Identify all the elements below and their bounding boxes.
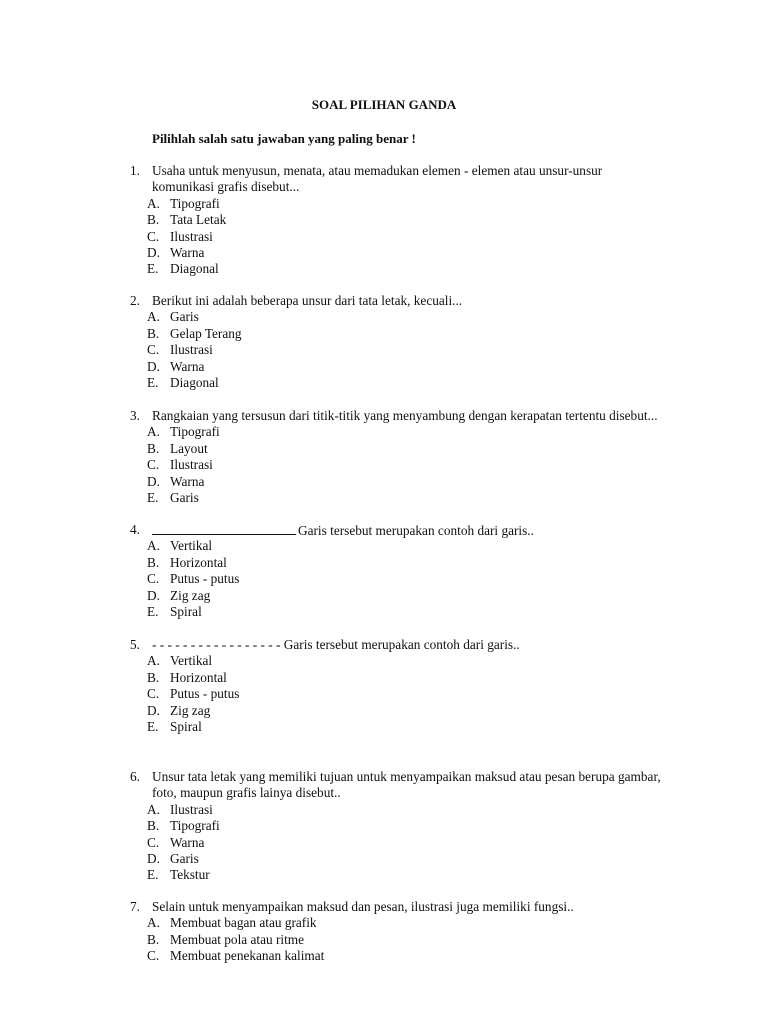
option-b: [0, 555, 768, 571]
question-text: Berikut ini adalah beberapa unsur dari tata letak, kecuali...: [152, 293, 463, 308]
question-6: [0, 769, 768, 884]
option-letter: C.: [147, 228, 160, 244]
option-text: Putus - putus: [170, 686, 240, 702]
option-d: [0, 703, 768, 719]
question-text: Rangkaian yang tersusun dari titik-titik yang menyambung dengan kerapatan tertentu disebut...: [152, 408, 658, 423]
option-b: [0, 818, 768, 834]
option-text: Garis: [170, 309, 199, 325]
question-text: Unsur tata letak yang memiliki tujuan untuk menyampaikan maksud atau pesan berupa gambar,: [152, 769, 661, 784]
option-b: [0, 326, 768, 342]
option-letter: E.: [147, 261, 159, 277]
page-title: SOAL PILIHAN GANDA: [311, 97, 457, 112]
option-letter: A.: [147, 653, 160, 669]
option-letter: D.: [147, 244, 160, 260]
option-e: [0, 604, 768, 620]
question-text: - - - - - - - - - - - - - - - - - Garis tersebut merupakan contoh dari garis..: [152, 637, 520, 652]
option-letter: D.: [147, 702, 160, 718]
option-text: Gelap Terang: [170, 325, 242, 341]
option-e: [0, 867, 768, 883]
option-e: [0, 261, 768, 277]
option-letter: A.: [147, 309, 160, 325]
option-text: Warna: [170, 358, 205, 374]
option-letter: E.: [147, 374, 159, 390]
option-d: [0, 588, 768, 604]
option-text: Warna: [170, 834, 205, 850]
option-letter: E.: [147, 489, 159, 505]
option-text: Horizontal: [170, 554, 227, 570]
option-letter: B.: [147, 440, 160, 456]
option-b: [0, 932, 768, 948]
question-2: [0, 293, 768, 391]
option-text: Horizontal: [170, 669, 227, 685]
question-3: [0, 408, 768, 506]
question-number: 5.: [130, 637, 140, 652]
question-text: Usaha untuk menyusun, menata, atau memadukan elemen - elemen atau unsur-unsur: [152, 163, 603, 178]
question-4: [0, 522, 768, 620]
option-letter: D.: [147, 850, 160, 866]
option-letter: C.: [147, 571, 160, 587]
option-text: Diagonal: [170, 374, 219, 390]
option-text: Tipografi: [170, 818, 220, 834]
option-letter: E.: [147, 603, 159, 619]
option-letter: D.: [147, 587, 160, 603]
option-d: [0, 245, 768, 261]
option-letter: C.: [147, 948, 160, 964]
option-text: Membuat pola atau ritme: [170, 931, 305, 947]
option-letter: A.: [147, 424, 160, 440]
option-text: Vertikal: [170, 653, 213, 669]
option-text: Garis: [170, 850, 199, 866]
option-text: Spiral: [170, 718, 202, 734]
answer-blank-line: [152, 522, 296, 535]
option-a: [0, 653, 768, 669]
question-5: [0, 637, 768, 735]
question-number: 3.: [130, 408, 140, 423]
option-letter: C.: [147, 686, 160, 702]
option-a: [0, 196, 768, 212]
question-number: 2.: [130, 293, 140, 308]
option-d: [0, 474, 768, 490]
option-d: [0, 851, 768, 867]
option-text: Tekstur: [170, 867, 210, 883]
question-text-continued: komunikasi grafis disebut...: [152, 179, 300, 195]
option-letter: D.: [147, 358, 160, 374]
question-number: 4.: [130, 522, 140, 537]
question-number: 6.: [130, 769, 140, 784]
option-letter: C.: [147, 457, 160, 473]
option-a: [0, 915, 768, 931]
option-text: Membuat penekanan kalimat: [170, 948, 325, 964]
option-c: [0, 342, 768, 358]
instruction-text: Pilihlah salah satu jawaban yang paling benar !: [152, 131, 416, 146]
option-text: Warna: [170, 244, 205, 260]
option-text: Vertikal: [170, 538, 213, 554]
option-text: Membuat bagan atau grafik: [170, 915, 317, 931]
option-e: [0, 719, 768, 735]
option-text: Zig zag: [170, 702, 211, 718]
option-b: [0, 670, 768, 686]
option-letter: B.: [147, 931, 160, 947]
question-number: 7.: [130, 899, 140, 914]
option-b: [0, 441, 768, 457]
option-letter: C.: [147, 834, 160, 850]
option-letter: B.: [147, 325, 160, 341]
option-letter: A.: [147, 538, 160, 554]
option-text: Tipografi: [170, 424, 220, 440]
option-letter: D.: [147, 473, 160, 489]
option-text: Ilustrasi: [170, 801, 213, 817]
option-c: [0, 835, 768, 851]
option-c: [0, 571, 768, 587]
option-text: Garis: [170, 489, 199, 505]
option-letter: A.: [147, 915, 160, 931]
option-letter: A.: [147, 195, 160, 211]
question-1: [0, 163, 768, 278]
option-letter: B.: [147, 669, 160, 685]
option-text: Ilustrasi: [170, 457, 213, 473]
option-b: [0, 212, 768, 228]
option-letter: B.: [147, 212, 160, 228]
option-text: Diagonal: [170, 261, 219, 277]
question-text: Garis tersebut merupakan contoh dari garis..: [298, 523, 534, 538]
option-text: Warna: [170, 473, 205, 489]
question-text-continued: foto, maupun grafis lainya disebut..: [152, 785, 341, 801]
option-a: [0, 538, 768, 554]
option-text: Ilustrasi: [170, 342, 213, 358]
option-a: [0, 424, 768, 440]
option-c: [0, 457, 768, 473]
option-text: Layout: [170, 440, 208, 456]
option-a: [0, 802, 768, 818]
option-text: Spiral: [170, 603, 202, 619]
option-e: [0, 375, 768, 391]
option-text: Zig zag: [170, 587, 211, 603]
option-c: [0, 686, 768, 702]
question-7: [0, 899, 768, 965]
option-text: Putus - putus: [170, 571, 240, 587]
option-letter: B.: [147, 818, 160, 834]
option-letter: C.: [147, 342, 160, 358]
option-letter: E.: [147, 867, 159, 883]
option-letter: E.: [147, 718, 159, 734]
option-letter: A.: [147, 801, 160, 817]
option-d: [0, 359, 768, 375]
option-c: [0, 948, 768, 964]
question-text: Selain untuk menyampaikan maksud dan pesan, ilustrasi juga memiliki fungsi..: [152, 899, 574, 914]
option-text: Tipografi: [170, 195, 220, 211]
option-text: Tata Letak: [170, 212, 227, 228]
option-e: [0, 490, 768, 506]
option-text: Ilustrasi: [170, 228, 213, 244]
question-number: 1.: [130, 163, 140, 178]
option-c: [0, 229, 768, 245]
option-a: [0, 309, 768, 325]
option-letter: B.: [147, 554, 160, 570]
